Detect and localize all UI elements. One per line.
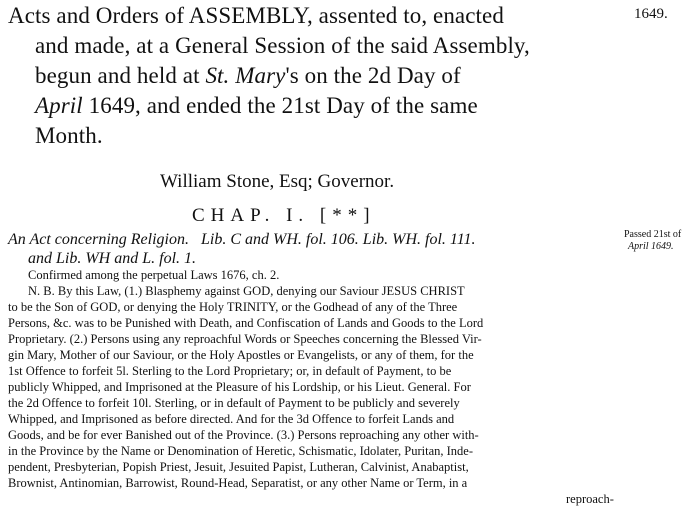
body-line: Brownist, Antinomian, Barrowist, Round-Head, Separatist, or any other Name or Term, in a	[8, 476, 468, 490]
act-heading	[8, 230, 614, 268]
body-line: Goods, and be for ever Banished out of the Province. (3.) Persons reproaching any other with-	[8, 428, 479, 442]
title-line-3-a: begun and held at	[35, 63, 200, 88]
title-line-3-b: 's on the 2d Day of	[285, 63, 461, 88]
passed-note	[624, 229, 700, 253]
body-line: the 2d Offence to forfeit 10l. Sterling, or in default of Payment to be publicly and severely	[8, 396, 460, 410]
act-title: An Act concerning Religion.	[8, 231, 189, 248]
title-line-2: and made, at a General Session of the said Assembly,	[35, 33, 530, 58]
title-line-1: Acts and Orders of ASSEMBLY, assented to, enacted	[8, 3, 504, 28]
body-line: Persons, &c. was to be Punished with Death, and Confiscation of Lands and Goods to the Lord	[8, 316, 484, 330]
title-line-4-b: 1649, and ended the 21st Day of the same	[88, 93, 478, 118]
body-line: in the Province by the Name or Denomination of Heretic, Schismatic, Idolater, Puritan, Inde-	[8, 444, 473, 458]
title-line-5: Month.	[35, 123, 103, 148]
chapter-heading: CHAP. I. [**]	[192, 205, 376, 226]
margin-year: 1649.	[634, 6, 668, 22]
lib-references-1: Lib. C and WH. fol. 106. Lib. WH. fol. 111.	[201, 231, 476, 248]
passed-label: Passed 21st of	[624, 229, 682, 240]
body-line: to be the Son of GOD, or denying the Holy TRINITY, or the Godhead of any of the Three	[8, 300, 458, 314]
passed-date: April 1649.	[628, 241, 674, 252]
document-title	[8, 1, 628, 151]
month-name: April	[35, 93, 83, 118]
body-line: pendent, Presbyterian, Popish Priest, Jesuit, Jesuited Papist, Lutheran, Calvinist, Anabaptist,	[8, 460, 469, 474]
body-line: Proprietary. (2.) Persons using any reproachful Words or Speeches concerning the Blessed Vir-	[8, 332, 482, 346]
body-line: gin Mary, Mother of our Saviour, or the Holy Apostles or Evangelists, or any of them, for the	[8, 348, 474, 362]
lib-references-2: and Lib. WH and L. fol. 1.	[28, 250, 197, 267]
place-name: St. Mary	[205, 63, 286, 88]
body-line: 1st Offence to forfeit 5l. Sterling to the Lord Proprietary; or, in default of Payment, to be	[8, 364, 452, 378]
body-line: N. B. By this Law, (1.) Blasphemy against GOD, denying our Saviour JESUS CHRIST	[28, 284, 465, 298]
title-line-3	[8, 61, 628, 91]
catchword: reproach-	[566, 492, 614, 506]
body-line: Whipped, and Imprisoned as before directed. And for the 3d Offence to forfeit Lands and	[8, 412, 455, 426]
act-heading-line-1	[8, 230, 614, 249]
confirmed-note: Confirmed among the perpetual Laws 1676, ch. 2.	[28, 268, 280, 282]
governor-line: William Stone, Esq; Governor.	[160, 171, 395, 192]
body-line: publicly Whipped, and Imprisoned at the Pleasure of his Lordship, or his Lieut. General. For	[8, 380, 471, 394]
title-line-4	[8, 91, 628, 121]
